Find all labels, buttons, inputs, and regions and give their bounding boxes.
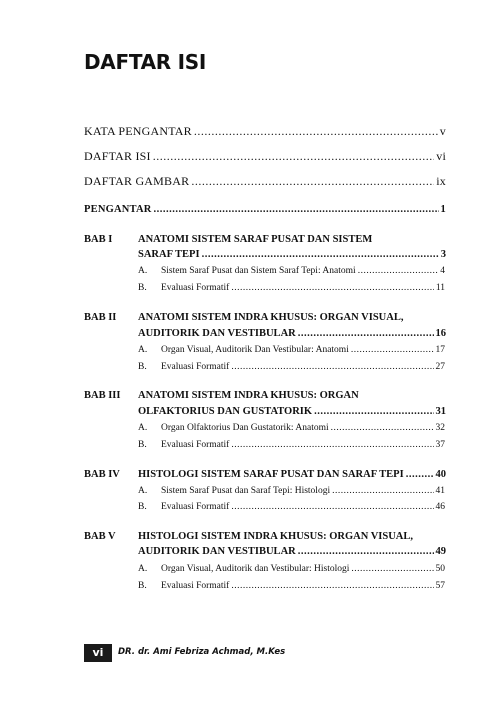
toc-page-number: 11 [435,283,445,293]
subentry-text: Sistem Saraf Pusat dan Sistem Saraf Tepi: Anatomi [161,266,356,276]
subentry-letter: A. [138,486,148,496]
subentry-text: Evaluasi Formatif [161,283,230,293]
toc-subentry[interactable] [138,502,445,512]
toc-page-number: 50 [435,564,445,574]
subentry-letter: B. [138,283,147,293]
chapter-title[interactable]: HISTOLOGI SISTEM INDRA KHUSUS: ORGAN VISUAL, [138,531,414,542]
toc-subentry[interactable] [138,283,445,293]
leader-dots [191,174,434,189]
toc-subentry[interactable] [138,581,445,591]
leader-dots [331,423,434,433]
subentry-text: Evaluasi Formatif [161,581,230,591]
chapter-title-line: AUDITORIK DAN VESTIBULAR [138,546,296,557]
chapter-title[interactable]: ANATOMI SISTEM INDRA KHUSUS: ORGAN [138,390,359,401]
toc-page-number: 4 [440,266,445,276]
chapter-title-entry[interactable] [138,328,446,339]
leader-dots [231,502,433,512]
toc-page-number: 1 [440,204,446,215]
leader-dots [314,406,433,417]
subentry-letter: B. [138,440,147,450]
leader-dots [406,469,434,480]
toc-entry-pengantar[interactable] [84,204,446,215]
subentry-letter: B. [138,502,147,512]
chapter-title-line: HISTOLOGI SISTEM SARAF PUSAT DAN SARAF TEPI [138,469,404,480]
leader-dots [358,266,439,276]
toc-page-number: v [439,124,446,138]
toc-entry-daftar-isi[interactable] [84,149,446,164]
toc-subentry[interactable] [138,423,445,433]
toc-page-number: 31 [435,406,446,417]
leader-dots [194,124,438,139]
subentry-text: Sistem Saraf Pusat dan Saraf Tepi: Histologi [161,486,331,496]
leader-dots [202,249,439,260]
toc-subentry[interactable] [138,440,445,450]
subentry-letter: A. [138,266,148,276]
chapter-label: BAB III [84,390,121,401]
leader-dots [231,362,433,372]
subentry-text: Evaluasi Formatif [161,362,230,372]
toc-page-number: 41 [435,486,445,496]
chapter-label: BAB V [84,531,116,542]
toc-entry-kata-pengantar[interactable] [84,124,446,139]
toc-subentry[interactable] [138,564,445,574]
subentry-letter: B. [138,581,147,591]
toc-page-number: ix [436,174,446,188]
leader-dots [231,283,434,293]
chapter-title-entry[interactable] [138,469,446,480]
toc-entry-label: DAFTAR GAMBAR [84,174,190,188]
leader-dots [332,486,433,496]
toc-entry-label: KATA PENGANTAR [84,124,192,138]
leader-dots [298,328,434,339]
toc-subentry[interactable] [138,362,445,372]
leader-dots [351,345,434,355]
toc-page-number: 40 [435,469,446,480]
toc-entry-daftar-gambar[interactable] [84,174,446,189]
toc-page-number: 16 [435,328,446,339]
toc-page-number: 17 [435,345,445,355]
toc-page-number: vi [436,149,446,163]
page-title: DAFTAR ISI [84,50,206,74]
chapter-label: BAB I [84,234,113,245]
subentry-text: Evaluasi Formatif [161,502,230,512]
toc-entry-label: PENGANTAR [84,204,152,215]
subentry-letter: A. [138,345,148,355]
chapter-label: BAB IV [84,469,120,480]
chapter-title-line: AUDITORIK DAN VESTIBULAR [138,328,296,339]
chapter-title-entry[interactable] [138,249,446,260]
chapter-title[interactable]: ANATOMI SISTEM INDRA KHUSUS: ORGAN VISUAL, [138,312,404,323]
footer-page-number: vi [84,644,112,662]
toc-subentry[interactable] [138,266,445,276]
toc-subentry[interactable] [138,486,445,496]
toc-page-number: 49 [435,546,446,557]
subentry-letter: A. [138,564,148,574]
chapter-title[interactable]: ANATOMI SISTEM SARAF PUSAT DAN SISTEM [138,234,373,245]
leader-dots [231,440,433,450]
subentry-letter: A. [138,423,148,433]
chapter-title-entry[interactable] [138,546,446,557]
leader-dots [298,546,434,557]
subentry-text: Evaluasi Formatif [161,440,230,450]
footer-author: DR. dr. Ami Febriza Achmad, M.Kes [118,647,286,657]
subentry-text: Organ Visual, Auditorik dan Vestibular: Histologi [161,564,350,574]
toc-subentry[interactable] [138,345,445,355]
chapter-title-line: OLFAKTORIUS DAN GUSTATORIK [138,406,313,417]
subentry-text: Organ Olfaktorius Dan Gustatorik: Anatomi [161,423,329,433]
toc-page-number: 46 [435,502,445,512]
subentry-text: Organ Visual, Auditorik Dan Vestibular: Anatomi [161,345,349,355]
leader-dots [154,204,439,215]
toc-page-number: 32 [435,423,445,433]
leader-dots [231,581,433,591]
chapter-title-entry[interactable] [138,406,446,417]
subentry-letter: B. [138,362,147,372]
toc-page-number: 3 [440,249,446,260]
chapter-label: BAB II [84,312,117,323]
toc-page-number: 27 [435,362,445,372]
toc-page-number: 57 [435,581,445,591]
toc-entry-label: DAFTAR ISI [84,149,151,163]
chapter-title-line: SARAF TEPI [138,249,200,260]
toc-page-number: 37 [435,440,445,450]
leader-dots [351,564,433,574]
leader-dots [153,149,435,164]
